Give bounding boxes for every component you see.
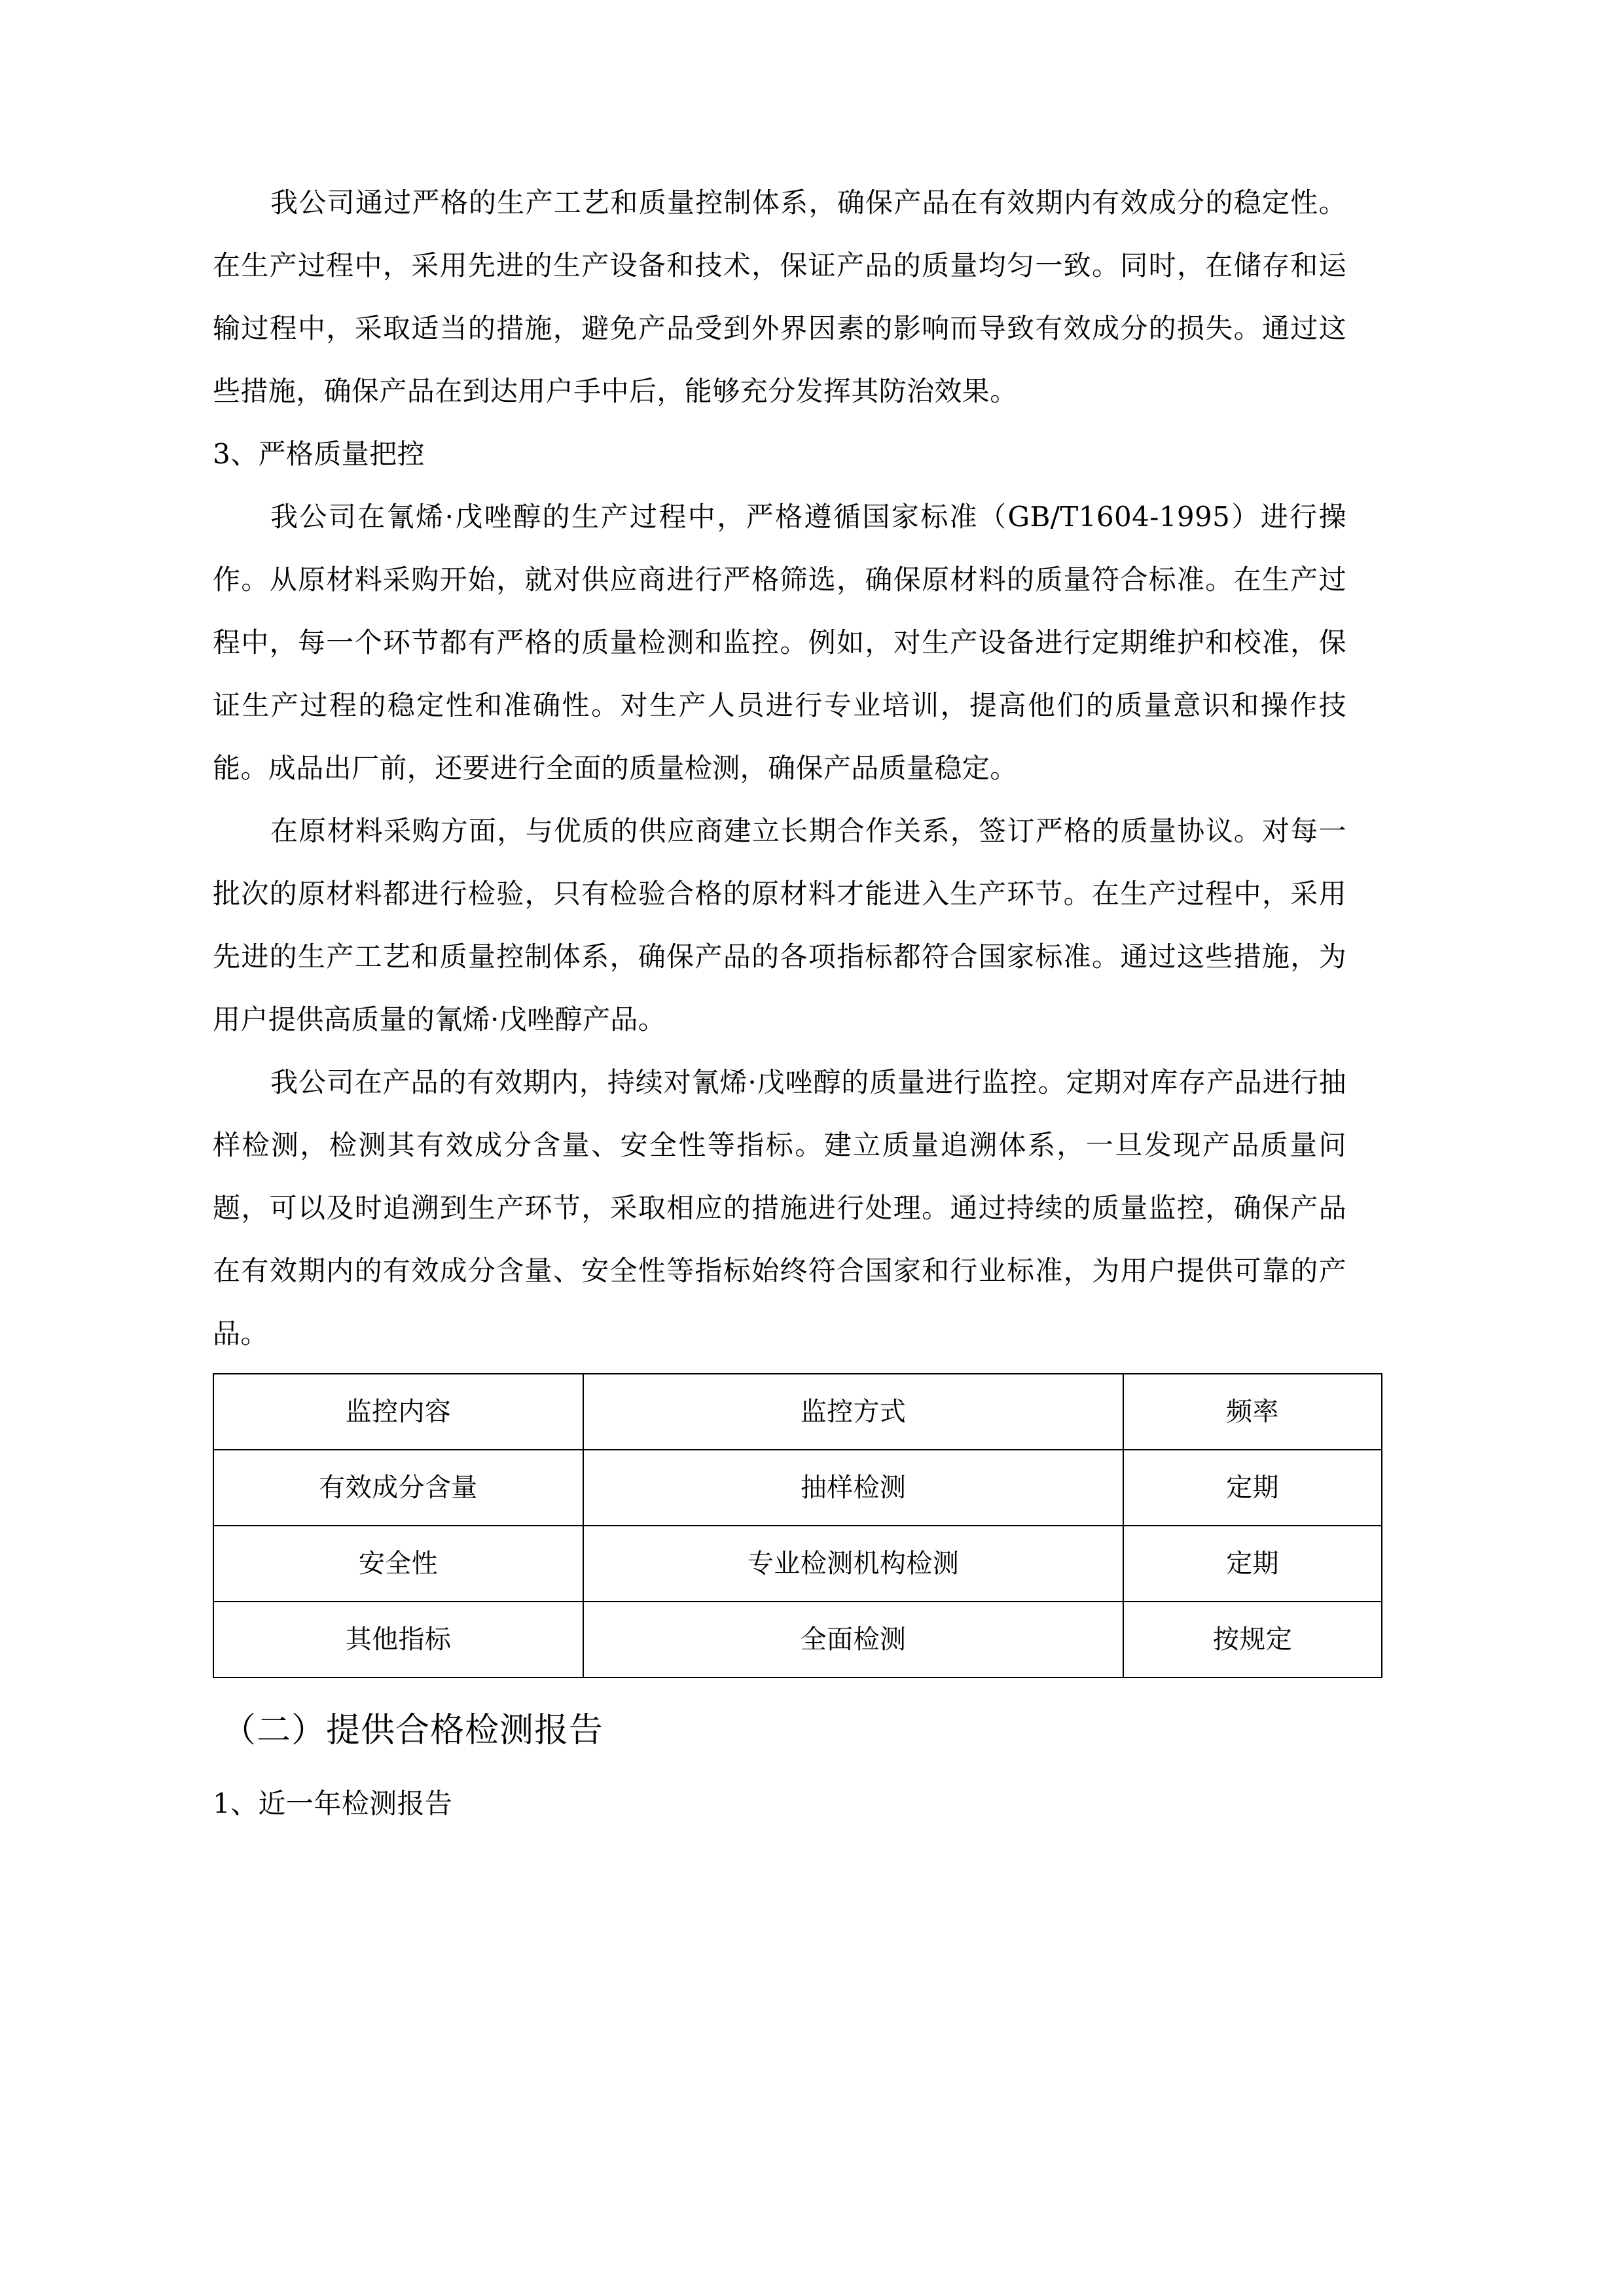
table-cell: 按规定	[1123, 1602, 1382, 1677]
table-header-cell: 监控内容	[213, 1374, 583, 1450]
monitor-table-wrapper	[213, 1373, 1381, 1678]
paragraph-raw-material-procurement: 在原材料采购方面，与优质的供应商建立长期合作关系，签订严格的质量协议。对每一批次的原材料都进行检验，只有检验合格的原材料才能进入生产环节。在生产过程中，采用先进的生产工艺和质量控制体系，确保产品的各项指标都符合国家标准。通过这些措施，为用户提供高质量的氰烯·戊唑醇产品。	[213, 815, 1346, 1035]
page-content	[213, 171, 1346, 1835]
spacer	[213, 1766, 1346, 1772]
table-header-cell: 监控方式	[583, 1374, 1123, 1450]
monitor-table	[213, 1373, 1382, 1678]
section-heading-test-reports: （二）提供合格检测报告	[222, 1711, 604, 1750]
table-cell: 安全性	[213, 1526, 583, 1602]
table-row	[213, 1526, 1382, 1602]
table-header-row	[213, 1374, 1382, 1450]
table-cell: 有效成分含量	[213, 1450, 583, 1526]
table-cell: 全面检测	[583, 1602, 1123, 1677]
table-cell: 定期	[1123, 1450, 1382, 1526]
table-cell: 定期	[1123, 1526, 1382, 1602]
table-header-cell: 频率	[1123, 1374, 1382, 1450]
table-cell: 抽样检测	[583, 1450, 1123, 1526]
table-cell: 专业检测机构检测	[583, 1526, 1123, 1602]
paragraph-shelf-life-monitoring: 我公司在产品的有效期内，持续对氰烯·戊唑醇的质量进行监控。定期对库存产品进行抽样检测，检测其有效成分含量、安全性等指标。建立质量追溯体系，一旦发现产品质量问题，可以及时追溯到生产环节，采取相应的措施进行处理。通过持续的质量监控，确保产品在有效期内的有效成分含量、安全性等指标始终符合国家和行业标准，为用户提供可靠的产品。	[213, 1066, 1346, 1350]
subheading-strict-quality-control: 3、严格质量把控	[213, 438, 425, 470]
table-row	[213, 1602, 1382, 1677]
table-cell: 其他指标	[213, 1602, 583, 1677]
subheading-recent-year-test-report: 1、近一年检测报告	[213, 1787, 453, 1820]
paragraph-national-standard: 我公司在氰烯·戊唑醇的生产过程中，严格遵循国家标准（GB/T1604-1995）进行操作。从原材料采购开始，就对供应商进行严格筛选，确保原材料的质量符合标准。在生产过程中，每一个环节都有严格的质量检测和监控。例如，对生产设备进行定期维护和校准，保证生产过程的稳定性和准确性。对生产人员进行专业培训，提高他们的质量意识和操作技能。成品出厂前，还要进行全面的质量检测，确保产品质量稳定。	[213, 501, 1346, 784]
table-row	[213, 1450, 1382, 1526]
paragraph-quality-system: 我公司通过严格的生产工艺和质量控制体系，确保产品在有效期内有效成分的稳定性。在生产过程中，采用先进的生产设备和技术，保证产品的质量均匀一致。同时，在储存和运输过程中，采取适当的措施，避免产品受到外界因素的影响而导致有效成分的损失。通过这些措施，确保产品在到达用户手中后，能够充分发挥其防治效果。	[213, 187, 1346, 407]
